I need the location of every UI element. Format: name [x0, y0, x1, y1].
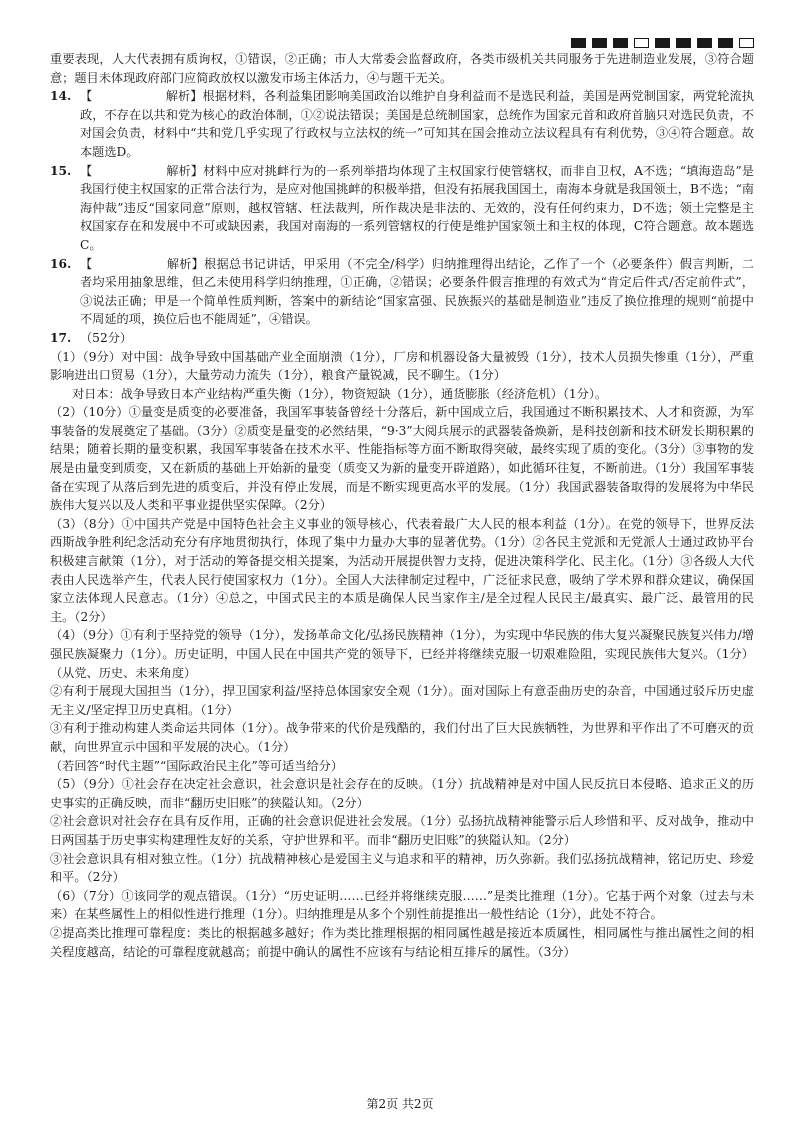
- question-number: 14.: [50, 89, 72, 104]
- q13-continuation: 重要表现，人大代表拥有质询权，①错误，②正确；市人大常委会监督政府，各类市级机关共同服务于先进制造业发展，③符合题意；题目未体现政府部门应简政放权以激发市场主体活力，④与题干无关。: [50, 52, 754, 85]
- answer-part-4-note: （若回答“时代主题”“国际政治民主化”等可适当给分）: [50, 758, 344, 773]
- question-number: 16.: [50, 256, 72, 271]
- question-analysis: 【 解析】根据总书记讲话，甲采用（不完全/科学）归纳推理得出结论，乙作了一个（必要条件）假言判断，二者均采用抽象思维，但乙未使用科学归纳推理，①正确，②错误；必要条件假言推理的有效式为“肯定后件式/否定前件式”，③说法正确；甲是一个简单性质判断，答案中的新结论“国家富强、民族振兴的基础是制造业”违反了换位推理的规则“前提中不周延的项，换位后也不能周延”，④错误。: [80, 256, 754, 327]
- answer-content: [50, 50, 754, 961]
- marker-block-hollow: [739, 38, 754, 48]
- answer-part-5-point-1: （5）（9分）①社会存在决定社会意识，社会意识是社会存在的反映。（1分）抗战精神是对中国人民反抗日本侵略、追求正义的历史事实的正确反映，而非“翻历史旧账”的狭隘认知。（2分）: [50, 777, 754, 810]
- marker-block: [571, 38, 586, 48]
- page-footer: 第2页 共2页: [366, 1097, 434, 1111]
- answer-part-4-point-3: ③有利于推动构建人类命运共同体（1分）。战争带来的代价是残酷的，我们付出了巨大民族牺牲，为世界和平作出了不可磨灭的贡献，向世界宣示中国和平发展的决心。（1分）: [50, 721, 754, 754]
- answer-part-1: （1）（9分）对中国：战争导致中国基础产业全面崩溃（1分），厂房和机器设备大量被毁（1分），技术人员损失惨重（1分），严重影响进出口贸易（1分），大量劳动力流失（1分），粮食产量锐减，民不聊生。（1分）: [50, 349, 754, 383]
- answer-part-4-point-1: （4）（9分）①有利于坚持党的领导（1分），发扬革命文化/弘扬民族精神（1分），为实现中华民族的伟大复兴凝聚民族复兴伟力/增强民族凝聚力（1分）。历史证明，中国人民在中国共产党的领导下，已经并将继续克服一切艰难险阻，实现民族伟大复兴。（1分）（从党、历史、未来角度）: [50, 628, 754, 680]
- marker-block: [697, 38, 712, 48]
- marker-block: [676, 38, 691, 48]
- answer-part-5-point-2: ②社会意识对社会存在具有反作用，正确的社会意识促进社会发展。（1分）弘扬抗战精神能警示后人珍惜和平、反对战争，推动中日两国基于历史事实构建理性友好的关系，守护世界和平。而非“翻历史旧账”的狭隘认知。（2分）: [50, 814, 754, 847]
- answer-part-1-japan: 对日本：战争导致日本产业结构严重失衡（1分），物资短缺（1分），通货膨胀（经济危机）（1分）。: [72, 386, 608, 401]
- question-analysis: 【 解析】材料中应对挑衅行为的一系列举措均体现了主权国家行使管辖权，而非自卫权，A不选；“填海造岛”是我国行使主权国家的正常合法行为，是应对他国挑衅的积极举措，但没有拓展我国国土，南海本身就是我国领土，B不选；“南海仲裁”违反“国家同意”原则，越权管辖、枉法裁判，所作裁决是非法的、无效的，没有任何约束力，D不选；领土完整是主权国家存在和发展中不可或缺因素，我国对南海的一系列管辖权的行使是维护国家领土和主权的体现，C符合题意。故本题选C。: [80, 163, 754, 252]
- question-number: 15.: [50, 163, 72, 178]
- marker-block-hollow: [634, 38, 649, 48]
- marker-block: [655, 38, 670, 48]
- answer-part-2: （2）（10分）①量变是质变的必要准备，我国军事装备曾经十分落后，新中国成立后，我国通过不断积累技术、人才和资源，为军事装备的发展奠定了基础。（3分）②质变是量变的必然结果，“9·3”大阅兵展示的武器装备焕新，是科技创新和技术研发长期积累的结果；随着长期的量变积累，我国军事装备在技术水平、性能指标等方面不断取得突破，最终实现了质的变化。（3分）③事物的发展是由量变到质变，又在新质的基础上开始新的量变（质变又为新的量变开辟道路），如此循环往复，不断前进。（1分）我国军事装备在实现了从落后到先进的质变后，并没有停止发展，而是不断实现更高水平的发展。（1分）我国武器装备取得的发展将为中华民族伟大复兴以及人类和平事业提供坚实保障。（2分）: [50, 405, 754, 513]
- question-17-heading: [50, 329, 754, 348]
- answer-part-6-point-2: ②提高类比推理可靠程度：类比的根据越多越好；作为类比推理根据的相同属性越是接近本质属性，相同属性与推出属性之间的相关程度越高，结论的可靠程度就越高；前提中确认的属性不应该有与结论相互排斥的属性。（3分）: [50, 925, 754, 959]
- marker-block: [592, 38, 607, 48]
- question-number: 17.: [50, 330, 72, 345]
- question-16: [50, 255, 754, 329]
- question-14: [50, 87, 754, 161]
- answer-part-3: （3）（8分）①中国共产党是中国特色社会主义事业的领导核心，代表着最广大人民的根本利益（1分）。在党的领导下，世界反法西斯战争胜利纪念活动充分有序地贯彻执行，体现了集中力量办大事的显著优势。（1分）②各民主党派和无党派人士通过政协平台积极建言献策（1分），对于活动的筹备提交相关提案，为活动开展提供智力支持，促进决策科学化、民主化。（1分）③各级人大代表由人民选举产生，代表人民行使国家权力（1分）。全国人大法律制定过程中，广泛征求民意，吸纳了学术界和群众建议，确保国家立法体现人民意志。（1分）④总之，中国式民主的本质是确保人民当家作主/是全过程人民民主/最真实、最广泛、最管用的民主。（2分）: [50, 516, 754, 624]
- answer-part-4-point-2: ②有利于展现大国担当（1分），捍卫国家利益/坚持总体国家安全观（1分）。面对国际上有意歪曲历史的杂音，中国通过驳斥历史虚无主义/坚定捍卫历史真相。（1分）: [50, 684, 754, 717]
- question-15: [50, 162, 754, 255]
- question-total-score: （52分）: [80, 330, 133, 345]
- page-marker-strip: [571, 38, 754, 48]
- answer-part-5-point-3: ③社会意识具有相对独立性。（1分）抗战精神核心是爱国主义与追求和平的精神，历久弥新。我们弘扬抗战精神，铭记历史、珍爱和平。（2分）: [50, 851, 754, 885]
- question-analysis: 【 解析】根据材料，各利益集团影响美国政治以维护自身利益而不是选民利益，美国是两党制国家，两党轮流执政，不存在以共和党为核心的政治体制，①②说法错误；美国是总统制国家，总统作为国家元首和政府首脑只对选民负责，不对国会负责，材料中“共和党几乎实现了行政权与立法权的统一”可知其在国会推动立法议程具有有利优势，③④符合题意。故本题选D。: [80, 89, 754, 159]
- answer-part-6-point-1: （6）（7分）①该同学的观点错误。（1分）“历史证明……已经并将继续克服……”是类比推理（1分）。它基于两个对象（过去与未来）在某些属性上的相似性进行推理（1分）。归纳推理是从多个个别性前提推出一般性结论（1分），此处不符合。: [50, 888, 754, 922]
- marker-block: [718, 38, 733, 48]
- marker-block: [613, 38, 628, 48]
